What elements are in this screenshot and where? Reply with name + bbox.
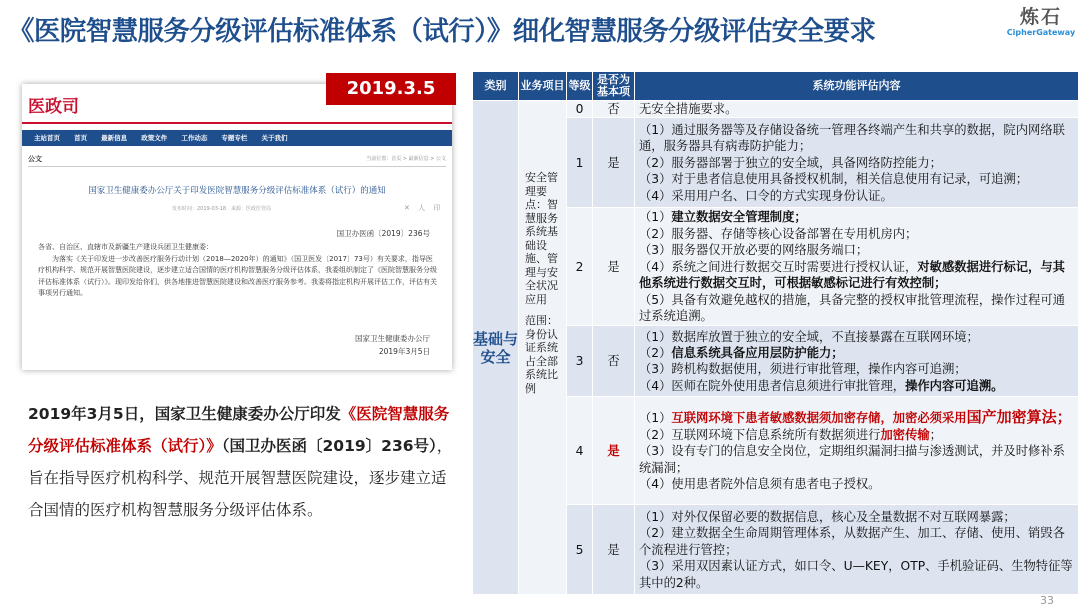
project-text: 安全管理要点：智慧服务系统基础设施、管理与安全状况应用 — [525, 171, 558, 306]
content-item: （3）跨机构数据使用，须进行审批管理，操作内容可追溯； — [639, 362, 967, 377]
nav-item[interactable]: 关于我们 — [261, 134, 288, 142]
content-cell — [635, 505, 1079, 595]
document-number: 国卫办医函〔2019〕236号 — [336, 229, 430, 238]
share-icons[interactable]: ✕ 人 印 — [404, 204, 444, 212]
content-item: （2）建立数据全生命周期管理体系，从数据产生、加工、存储、使用、销毁各个流程进行管控； — [639, 526, 1065, 557]
basic-cell: 是 — [593, 397, 635, 505]
document-number-ref: （国卫办医函〔2019〕236号） — [221, 437, 437, 455]
level-cell: 2 — [567, 208, 593, 326]
header-divider — [22, 122, 452, 124]
page-number: 33 — [1040, 594, 1054, 607]
content-item: （3）采用双因素认证方式，如口令、U—KEY，OTP、手机验证码、生物特征等其中的2种。 — [639, 559, 1073, 590]
table-row — [473, 101, 1079, 118]
nav-item[interactable]: 首页 — [74, 134, 88, 142]
content-item: （1）建立数据安全管理制度； — [639, 210, 807, 225]
content-item: （2）服务器部署于独立的安全域，具备网络防控能力； — [639, 155, 942, 170]
header-category: 类别 — [473, 72, 519, 101]
nav-item[interactable]: 主站首页 — [34, 134, 60, 142]
summary-part: 2019年3月5日，国家卫生健康委办公厅印发 — [28, 405, 341, 423]
logo-text-cn: 炼石 — [1019, 6, 1062, 28]
section-label: 公文 — [28, 155, 42, 163]
content-item: （5）具备有效避免越权的措施，具备完整的授权审批管理流程，操作过程可通过系统追溯。 — [639, 292, 1065, 323]
basic-cell: 是 — [593, 505, 635, 595]
nav-item[interactable]: 政策文件 — [141, 134, 168, 142]
scope-text: 范围：身份认证系统占全部系统比例 — [525, 314, 558, 395]
content-cell — [635, 118, 1079, 208]
standard-name: 《医院智慧服务分级评估标准体系（试行）》 — [28, 405, 450, 455]
level-cell: 5 — [567, 505, 593, 595]
content-item: （3）服务器仅开放必要的网络服务端口； — [639, 243, 869, 258]
page-title: 《医院智慧服务分级评估标准体系（试行）》细化智慧服务分级评估安全要求 — [8, 16, 876, 47]
basic-cell: 否 — [593, 101, 635, 118]
company-logo — [1006, 6, 1076, 46]
publish-meta: 发布时间：2019-03-18 来源：医政医管局 — [172, 206, 272, 212]
notice-title: 国家卫生健康委办公厅关于印发医院智慧服务分级评估标准体系（试行）的通知 — [88, 186, 386, 196]
content-item: （2）信息系统具备应用层防护能力； — [639, 346, 844, 360]
content-cell — [635, 208, 1079, 326]
content-item: （1）数据库放置于独立的安全域，不直接暴露在互联网环境； — [639, 329, 979, 344]
table-header-row — [473, 72, 1079, 101]
notice-body — [38, 242, 438, 300]
webpage-screenshot — [22, 84, 452, 370]
basic-cell: 否 — [593, 326, 635, 397]
content-item: （3）对于患者信息使用具备授权机制，相关信息使用有记录，可追溯； — [639, 172, 1029, 187]
notice-paragraph: 为落实《关于印发进一步改善医疗服务行动计划（2018—2020年）的通知》（国卫医发〔2017〕73号）有关要求，指导医疗机构科学、规范开展智慧医院建设，逐步建立适合国情的医疗机构智慧服务分级评估体系，我委组织制定了《医院智慧服务分级评估标准体系（试行）》。现印发给你们，供各地推进智慧医院建设和改善医疗服务参考。我委将指定机构开展评估工作，评估有关事项另行通知。 — [38, 254, 437, 298]
content-item: （1）通过服务器等及存储设备统一管理各终端产生和共享的数据，院内网络联通，服务器具有病毒防护能力； — [639, 122, 1065, 154]
category-cell: 基础与安全 — [473, 101, 519, 595]
content-item: （2）服务器、存储等核心设备部署在专用机房内； — [639, 226, 918, 241]
nav-item[interactable]: 最新信息 — [101, 134, 128, 142]
requirements-table-wrap — [472, 71, 1078, 599]
basic-cell: 是 — [593, 118, 635, 208]
notice-signature — [355, 332, 430, 358]
content-item: （1）对外仅保留必要的数据信息，核心及全量数据不对互联网暴露； — [639, 509, 1016, 524]
header-basic: 是否为基本项 — [593, 72, 635, 101]
basic-cell: 是 — [593, 208, 635, 326]
breadcrumb[interactable]: 当前位置：首页 > 最新信息 > 公文 — [366, 156, 446, 162]
content-item: （4）系统之间进行数据交互时需要进行授权认证，对敏感数据进行标记，与其他系统进行数据交互时，可根据敏感标记进行有效控制； — [639, 259, 1065, 291]
level-cell: 0 — [567, 101, 593, 118]
content-item: （4）医师在院外使用患者信息须进行审批管理，操作内容可追溯。 — [639, 378, 1004, 393]
nav-item[interactable]: 工作动态 — [181, 134, 208, 142]
content-item: （3）设有专门的信息安全岗位，定期组织漏洞扫描与渗透测试，并及时修补系统漏洞； — [639, 444, 1065, 475]
issuer: 国家卫生健康委办公厅 — [355, 334, 430, 343]
breadcrumb-row — [28, 154, 446, 167]
site-nav — [22, 130, 452, 146]
content-item: （2）互联网环境下信息系统所有数据须进行加密传输； — [639, 427, 942, 442]
content-cell — [635, 101, 1079, 118]
level-cell: 3 — [567, 326, 593, 397]
header-level: 等级 — [567, 72, 593, 101]
level-cell: 4 — [567, 397, 593, 505]
logo-text-en: CipherGateway — [1006, 28, 1076, 37]
content-item: （4）使用患者院外信息须有患者电子授权。 — [639, 477, 881, 492]
site-brand: 医政司 — [28, 97, 79, 117]
project-cell — [519, 101, 567, 595]
summary-part: ，旨在指导医疗机构科学、规范开展智慧医院建设，逐步建立适合国情的医疗机构智慧服务分级评估体系。 — [28, 437, 453, 519]
content-item: （1）互联网环境下患者敏感数据须加密存储，加密必须采用国产加密算法； — [639, 408, 1072, 427]
content-item: 无安全措施要求。 — [639, 102, 738, 116]
summary-text — [28, 398, 458, 526]
date-badge: 2019.3.5 — [326, 73, 456, 105]
issue-date: 2019年3月5日 — [378, 347, 430, 356]
content-cell — [635, 397, 1079, 505]
nav-item[interactable]: 专题专栏 — [221, 134, 248, 142]
level-cell: 1 — [567, 118, 593, 208]
requirements-table — [472, 71, 1079, 595]
header-content: 系统功能评估内容 — [635, 72, 1079, 101]
content-cell — [635, 326, 1079, 397]
header-project: 业务项目 — [519, 72, 567, 101]
content-item: （4）采用用户名、口令的方式实现身份认证。 — [639, 188, 893, 203]
notice-salutation: 各省、自治区、直辖市及新疆生产建设兵团卫生健康委： — [38, 243, 213, 251]
